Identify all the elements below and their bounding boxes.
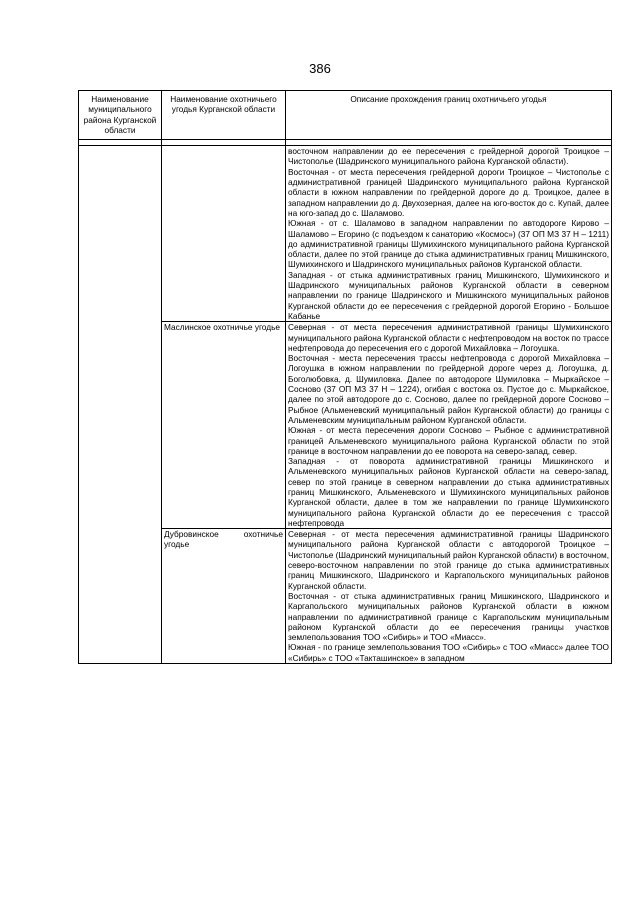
- header-district: Наименование муниципального района Курганской области: [79, 91, 162, 140]
- boundary-south: Южная - по границе землепользования ТОО «Сибирь» с ТОО «Миасс» далее ТОО «Сибирь» с ТОО «Такташинское» в западном: [288, 642, 609, 663]
- boundary-east: Восточная - от места пересечения грейдерной дороги Троицкое – Чистополье с административной границей Шадринского муниципального района Курганской области в южном направлении по грейдерной дороге до д. Троицкое, далее в западном направлении до д. Двухозерная, далее на юго-восток до с. Купай, далее на юго-запад до с. Шаламово.: [288, 166, 609, 218]
- boundary-east: Восточная - места пересечения трассы нефтепровода с дорогой Михайловка – Логоушка в южном направлении по грейдерной дороге через д. Логоушка, д. Боголюбовка, д. Шумиловка. Далее по автодороге Шумиловка – Мыркайское – Сосново (37 ОП МЗ 37 Н – 1224), огибая с востока оз. Пустое до с. Мыркайское, далее по этой автодороге до с. Сосново, далее по грейдерной дороге Сосново – Рыбное (Альменевский муниципальный район Курганской области) до границы с Альменевским муниципальным районом Курганской области.: [288, 353, 609, 425]
- ground-name-cell: Дубровинское охотничье угодье: [162, 529, 286, 664]
- boundary-description-cell: [286, 146, 612, 322]
- district-cell: [79, 146, 162, 664]
- boundary-south: Южная - от с. Шаламово в западном направлении по автодороге Кирово – Шаламово – Егорино (с подъездом к санаторию «Космос») (37 ОП МЗ 37 Н – 1211) до административной границы Шумихинского муниципального района Курганской области, далее по этой границе до стыка административных границ Мишкинского, Шумихинского и Шадринского муниципальных районов Курганской области.: [288, 218, 609, 270]
- boundary-north: Северная - от места пересечения административной границы Шумихинского муниципального района Курганской области с нефтепроводом на восток по трассе нефтепровода до пересечения его с дорогой Михайловка – Логоушка.: [288, 322, 609, 353]
- boundary-south: Южная - от места пересечения дороги Сосново – Рыбное с административной границей Альменевского муниципального района Курганской области по этой границе в восточном направлении до ее поворота на северо-запад, север.: [288, 425, 609, 456]
- table-header-row: [79, 91, 612, 140]
- boundary-paragraph: восточном направлении до ее пересечения с грейдерной дорогой Троицкое – Чистополье (Шадринского муниципального района Курганской области).: [288, 146, 609, 167]
- boundary-description-cell: [286, 529, 612, 664]
- ground-name-cell: Маслинское охотничье угодье: [162, 322, 286, 529]
- boundary-east: Восточная - от стыка административных границ Мишкинского, Шадринского и Каргапольского муниципальных районов Курганской области в южном направлении по административной границе с Каргапольским муниципальным районом Курганской области до ее пересечения границы участков землепользования ТОО «Сибирь» и ТОО «Миасс».: [288, 590, 609, 643]
- boundary-west: Западная - от стыка административных границ Мишкинского, Шумихинского и Шадринского муниципальных районов Курганской области в северном направлении по границе Шадринского и Мишкинского муниципальных районов Курганской области до ее пересечения с грейдерной дорогой Егорино - Большое Кабанье: [288, 269, 609, 321]
- page-number: 386: [309, 61, 331, 76]
- header-boundary-description: Описание прохождения границ охотничьего угодья: [286, 91, 612, 140]
- ground-name-cell: [162, 146, 286, 322]
- boundary-west: Западная - от поворота административной границы Мишкинского и Альменевского муниципальных районов Курганской области на северо-запад, север по этой границе в северном направлении до стыка административных границ Мишкинского, Альменевского и Шумихинского муниципальных районов Курганской области, далее в том же направлении по границе Шумихинского муниципального района Курганской области до ее пересечения с трассой нефтепровода: [288, 456, 609, 528]
- boundary-north: Северная - от места пересечения административной границы Шадринского муниципального района Курганской области с автодорогой Троицкое – Чистополье (Шадринский муниципальный район Курганской области) в восточном, северо-восточном направлении по этой границе до стыка административных границ Мишкинского, Шадринского и Каргапольского муниципальных районов Курганской области.: [288, 529, 609, 591]
- table-row: [79, 146, 612, 322]
- header-ground-name: Наименование охотничьего угодья Курганской области: [162, 91, 286, 140]
- hunting-grounds-table: [78, 90, 612, 664]
- boundary-description-cell: [286, 322, 612, 529]
